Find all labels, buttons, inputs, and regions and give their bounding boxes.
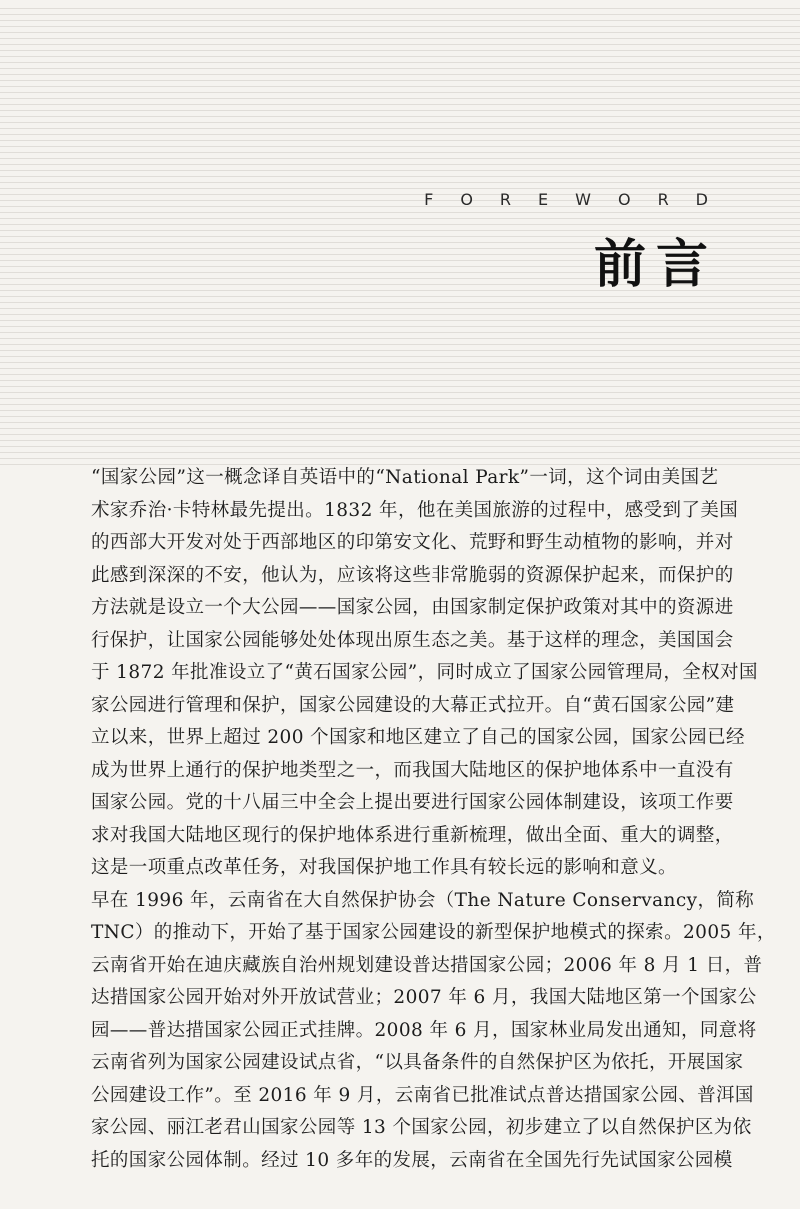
stripe-line	[0, 188, 800, 189]
stripe-line	[0, 392, 800, 393]
stripe-line	[0, 422, 800, 423]
text-line: 求对我国大陆地区现行的保护地体系进行重新梳理，做出全面、重大的调整，	[91, 824, 734, 846]
stripe-line	[0, 92, 800, 93]
stripe-line	[0, 182, 800, 183]
stripe-line	[0, 326, 800, 327]
text-line: 国家公园。党的十八届三中全会上提出要进行国家公园体制建设，该项工作要	[91, 792, 734, 813]
stripe-line	[0, 362, 800, 363]
stripe-line	[0, 134, 800, 135]
text-line: 这是一项重点改革任务，对我国保护地工作具有较长远的影响和意义。	[91, 857, 677, 878]
text-line: 行保护，让国家公园能够处处体现出原生态之美。基于这样的理念，美国国会	[91, 629, 734, 651]
stripe-line	[0, 68, 800, 69]
stripe-line	[0, 440, 800, 441]
stripe-line	[0, 308, 800, 309]
stripe-line	[0, 332, 800, 333]
stripe-line	[0, 62, 800, 63]
text-line: 托的国家公园体制。经过 10 多年的发展，云南省在全国先行先试国家公园模	[91, 1149, 733, 1171]
text-line: 云南省列为国家公园建设试点省，“以具备条件的自然保护区为依托，开展国家	[91, 1052, 744, 1073]
stripe-line	[0, 170, 800, 171]
stripe-line	[0, 158, 800, 159]
text-line: 立以来，世界上超过 200 个国家和地区建立了自己的国家公园，国家公园已经	[91, 727, 745, 748]
stripe-line	[0, 128, 800, 129]
stripe-line	[0, 20, 800, 21]
stripe-line	[0, 146, 800, 147]
text-line: 此感到深深的不安，他认为，应该将这些非常脆弱的资源保护起来，而保护的	[91, 564, 734, 586]
text-line: 成为世界上通行的保护地类型之一，而我国大陆地区的保护地体系中一直没有	[91, 759, 734, 781]
text-line: 公园建设工作”。至 2016 年 9 月，云南省已批准试点普达措国家公园、普洱国	[91, 1084, 754, 1106]
text-line: 早在 1996 年，云南省在大自然保护协会（The Nature Conservancy，简称	[91, 889, 755, 911]
text-line: 的西部大开发对处于西部地区的印第安文化、荒野和野生动植物的影响，并对	[91, 532, 734, 553]
text-line: 园——普达措国家公园正式挂牌。2008 年 6 月，国家林业局发出通知，同意将	[91, 1019, 757, 1041]
stripe-line	[0, 8, 800, 9]
stripe-line	[0, 218, 800, 219]
text-line: 术家乔治·卡特林最先提出。1832 年，他在美国旅游的过程中，感受到了美国	[91, 499, 739, 521]
stripe-line	[0, 404, 800, 405]
stripe-line	[0, 380, 800, 381]
stripe-line	[0, 74, 800, 75]
stripe-line	[0, 14, 800, 15]
stripe-line	[0, 32, 800, 33]
stripe-line	[0, 302, 800, 303]
foreword-label: FOREWORD	[424, 190, 735, 209]
stripe-line	[0, 350, 800, 351]
text-line: 家公园进行管理和保护，国家公园建设的大幕正式拉开。自“黄石国家公园”建	[91, 694, 735, 716]
stripe-line	[0, 80, 800, 81]
text-line: 方法就是设立一个大公园——国家公园，由国家制定保护政策对其中的资源进	[91, 597, 734, 618]
stripe-line	[0, 98, 800, 99]
stripe-line	[0, 140, 800, 141]
stripe-line	[0, 86, 800, 87]
text-line: “国家公园”这一概念译自英语中的“National Park”一词，这个词由美国艺	[91, 467, 719, 488]
stripe-line	[0, 434, 800, 435]
text-line: 于 1872 年批准设立了“黄石国家公园”，同时成立了国家公园管理局，全权对国	[91, 662, 758, 683]
text-line: 达措国家公园开始对外开放试营业；2007 年 6 月，我国大陆地区第一个国家公	[91, 987, 757, 1008]
stripe-line	[0, 344, 800, 345]
paragraph	[91, 885, 776, 1178]
stripe-line	[0, 428, 800, 429]
stripe-line	[0, 368, 800, 369]
stripe-line	[0, 452, 800, 453]
stripe-line	[0, 152, 800, 153]
stripe-line	[0, 338, 800, 339]
stripe-line	[0, 164, 800, 165]
stripe-line	[0, 386, 800, 387]
stripe-line	[0, 416, 800, 417]
stripe-line	[0, 314, 800, 315]
stripe-line	[0, 446, 800, 447]
stripe-line	[0, 458, 800, 459]
stripe-line	[0, 110, 800, 111]
stripe-line	[0, 410, 800, 411]
stripe-line	[0, 116, 800, 117]
text-line: 家公园、丽江老君山国家公园等 13 个国家公园，初步建立了以自然保护区为依	[91, 1117, 752, 1138]
stripe-line	[0, 38, 800, 39]
stripe-line	[0, 56, 800, 57]
stripe-line	[0, 104, 800, 105]
stripe-line	[0, 398, 800, 399]
stripe-line	[0, 50, 800, 51]
stripe-line	[0, 122, 800, 123]
text-line: 云南省开始在迪庆藏族自治州规划建设普达措国家公园；2006 年 8 月 1 日，普	[91, 954, 763, 976]
stripe-line	[0, 44, 800, 45]
stripe-line	[0, 356, 800, 357]
stripe-line	[0, 320, 800, 321]
body-text	[91, 462, 776, 1177]
stripe-line	[0, 374, 800, 375]
stripe-line	[0, 26, 800, 27]
page-title: 前言	[593, 235, 718, 295]
stripe-line	[0, 176, 800, 177]
stripe-line	[0, 212, 800, 213]
text-line: TNC）的推动下，开始了基于国家公园建设的新型保护地模式的探索。2005 年，	[91, 922, 776, 943]
paragraph	[91, 462, 758, 885]
